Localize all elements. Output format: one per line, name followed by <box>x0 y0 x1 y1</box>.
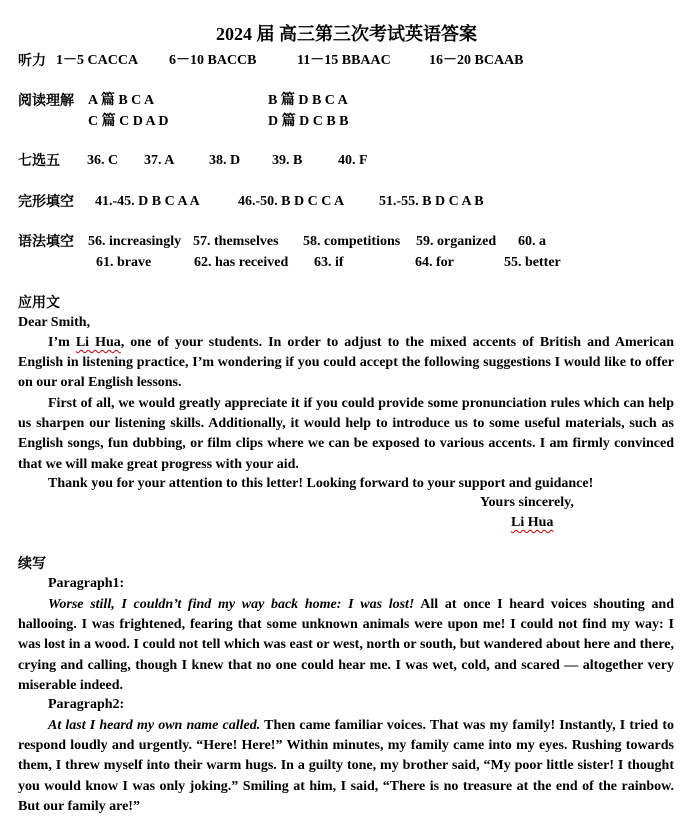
letter-paragraph-1 <box>18 333 674 394</box>
page-title: 2024 届 高三第三次考试英语答案 <box>216 24 477 44</box>
reading-passage-c: C 篇 C D A D <box>88 114 169 129</box>
grammar-item: 55. better <box>504 255 561 270</box>
letter-signature: Li Hua <box>511 515 554 530</box>
cloze-group-2: 46.-50. B D C C A <box>238 194 345 209</box>
para2-opening: At last I heard my own name called. <box>48 718 261 733</box>
seven-item: 40. F <box>338 153 368 168</box>
seven-item: 39. B <box>272 153 303 168</box>
cloze-label: 完形填空 <box>18 194 74 210</box>
continuation-paragraph-2 <box>18 716 674 817</box>
grammar-item: 59. organized <box>416 234 497 249</box>
para1-opening: Worse still, I couldn’t find my way back home: I was lost! <box>48 597 415 612</box>
grammar-item: 63. if <box>314 255 344 270</box>
continuation-paragraph-1 <box>18 595 674 696</box>
grammar-item: 56. increasingly <box>88 234 182 249</box>
letter-paragraph-2: First of all, we would greatly appreciate it if you could provide some pronunciation rules which can help us sharpen our listening skills. Additionally, it would help to introduce us to some useful materials, such as English songs, fun dubbing, or film clips where we can be exposed to various accents. I am firmly convinced that we will make great progress with your aid. <box>18 396 674 472</box>
cloze-row <box>18 193 678 211</box>
listening-group-3: 11－15 BBAAC <box>297 53 391 68</box>
cloze-group-3: 51.-55. B D C A B <box>379 194 484 209</box>
listening-group-1: 1－5 CACCA <box>56 53 139 68</box>
para1-body: All at once I heard voices shouting and hallooing. I was frightened, fearing that some unknown animals were upon me! I could not find my way: I was lost in a wood. I could not tell which was east or west, north or south, but wandered about here and there, crying and calling, though I knew that no one could hear me. I was wet, cold, and scared — altogether very miserable indeed. <box>18 597 675 693</box>
listening-group-2: 6－10 BACCB <box>169 53 257 68</box>
letter-salutation: Dear Smith, <box>18 315 91 330</box>
letter-paragraph-3: Thank you for your attention to this letter! Looking forward to your support and guidance! <box>48 476 594 491</box>
letter-p1-name: Li Hua <box>75 335 121 350</box>
letter-closing: Yours sincerely, <box>480 495 574 510</box>
paragraph1-label: Paragraph1: <box>48 576 125 591</box>
reading-passage-b: B 篇 D B C A <box>268 93 348 108</box>
grammar-item: 62. has received <box>194 255 289 270</box>
paragraph2-label: Paragraph2: <box>48 697 125 712</box>
letter-p1-post: , one of your students. In order to adjust to the mixed accents of British and American English in listening practice, I’m wondering if you could accept the following suggestions I would like to offer on our oral English lessons. <box>18 335 675 391</box>
continuation-label: 续写 <box>18 556 46 572</box>
grammar-item: 60. a <box>518 234 546 249</box>
seven-item: 38. D <box>209 153 241 168</box>
grammar-item: 64. for <box>415 255 454 270</box>
writing-label: 应用文 <box>18 295 60 311</box>
para2-body: Then came familiar voices. That was my family! Instantly, I tried to respond loudly and urgently. “Here! Here!” Within minutes, my family came into my eyes. Rushing towards them, I threw myself into their warm hugs. In a guilty tone, my brother said, “My poor little sister! I thought you would know I was only joking.” Smiling at him, I said, “There is no treasure at the end of the rainbow. But our family are!” <box>18 718 674 814</box>
letter-p1-pre: I’m <box>48 335 76 350</box>
grammar-item: 58. competitions <box>303 234 401 249</box>
reading-passage-a: A 篇 B C A <box>88 93 155 108</box>
listening-row <box>18 52 678 70</box>
grammar-item: 61. brave <box>96 255 152 270</box>
seven-item: 36. C <box>87 153 119 168</box>
seven-choose-five-label: 七选五 <box>18 153 60 169</box>
listening-group-4: 16－20 BCAAB <box>429 53 524 68</box>
grammar-item: 57. themselves <box>193 234 279 249</box>
seven-item: 37. A <box>144 153 175 168</box>
listening-label: 听力 <box>18 53 46 69</box>
reading-section <box>18 92 678 132</box>
seven-choose-five-row <box>18 152 678 170</box>
grammar-section <box>18 233 678 273</box>
reading-label: 阅读理解 <box>18 93 74 109</box>
cloze-group-1: 41.-45. D B C A A <box>95 194 200 209</box>
reading-passage-d: D 篇 D C B B <box>268 114 349 129</box>
grammar-label: 语法填空 <box>18 234 74 250</box>
